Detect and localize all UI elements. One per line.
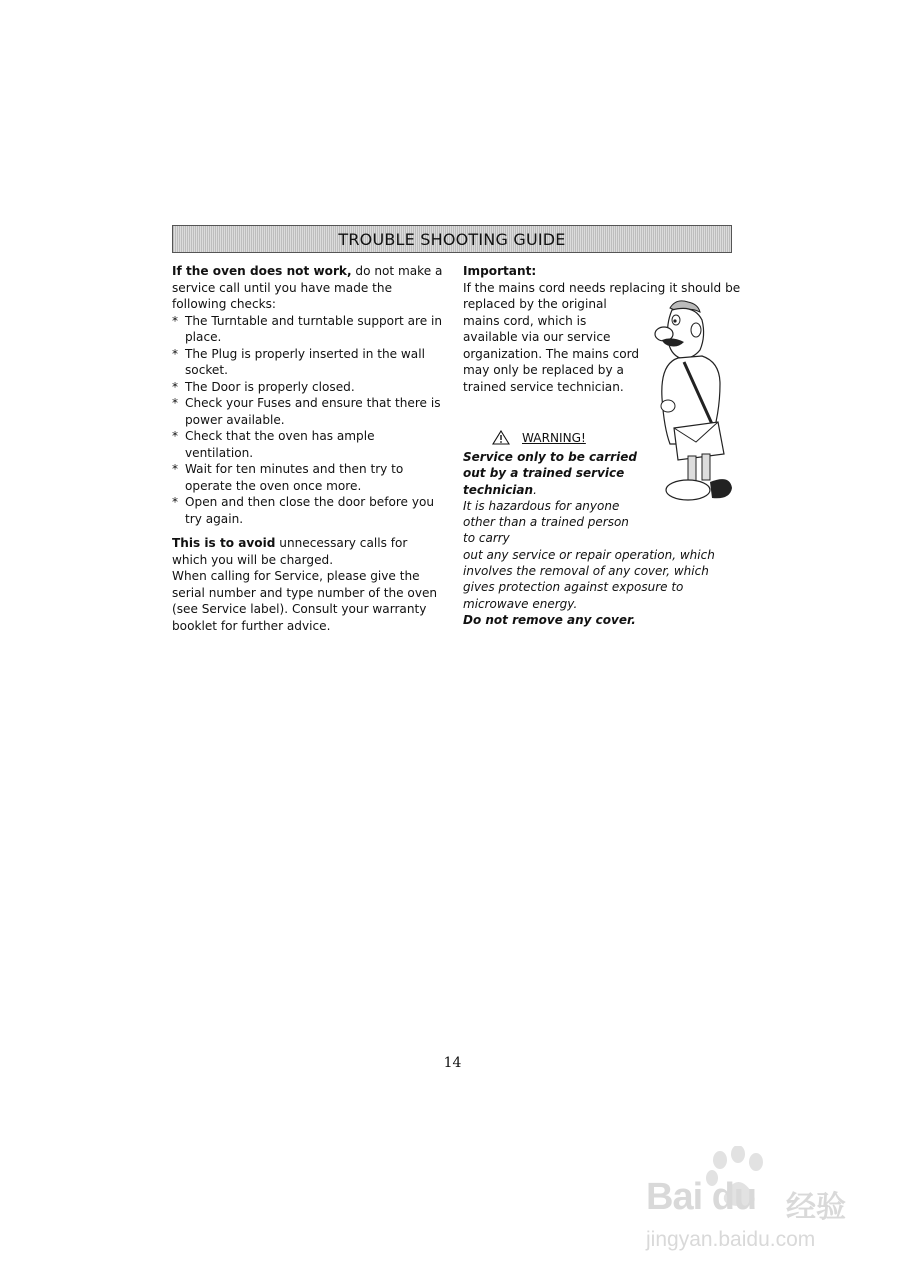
avoid-rest: unnecessary calls for which you will be charged.: [172, 536, 408, 567]
list-item: * Check that the oven has ample ventilation.: [172, 429, 375, 460]
warning-final: Do not remove any cover.: [463, 612, 636, 627]
list-item: * Open and then close the door before you try again.: [172, 495, 435, 526]
bullet: *: [172, 495, 179, 509]
watermark-cn: 经验: [786, 1191, 846, 1224]
bullet: *: [172, 313, 179, 328]
left-column: [172, 263, 444, 634]
important-paragraph: replaced by the original mains cord, which is available via our service organization. The mains cord may only be replaced by a trained service technician.: [463, 297, 640, 394]
bullet: *: [172, 346, 179, 361]
intro-paragraph: [172, 263, 444, 313]
checklist: [172, 313, 444, 528]
important-heading: Important:: [463, 264, 537, 278]
list-item: * Check your Fuses and ensure that there is power available.: [172, 396, 441, 427]
watermark: [640, 1146, 850, 1256]
warning-bold-end: .: [533, 482, 537, 497]
intro-bold: If the oven does not work,: [172, 264, 352, 278]
page-number: 14: [443, 1055, 462, 1071]
avoid-paragraph: [172, 535, 444, 568]
avoid-bold: This is to avoid: [172, 536, 276, 550]
page-title: TROUBLE SHOOTING GUIDE: [338, 229, 566, 249]
list-item: * Wait for ten minutes and then try to operate the oven once more.: [172, 462, 404, 493]
technician-illustration: [648, 296, 734, 514]
list-item: * The Turntable and turntable support are in place.: [172, 313, 443, 344]
watermark-url: jingyan.baidu.com: [646, 1228, 816, 1251]
bullet: *: [172, 379, 179, 394]
intro-rest: do not make a service call until you have made the following checks:: [172, 264, 443, 311]
important-line-1: If the mains cord needs replacing it should be: [463, 280, 741, 295]
warning-heading: [492, 430, 586, 445]
list-item: * The Plug is properly inserted in the wall socket.: [172, 346, 425, 377]
bullet: *: [172, 429, 179, 443]
list-item: * The Door is properly closed.: [172, 379, 355, 394]
warning-italic-b: out any service or repair operation, which involves the removal of any cover, which gives protection against exposure to microwave energy.: [463, 547, 715, 611]
warning-bold: Service only to be carried out by a trained service technician: [463, 450, 637, 497]
section-title-bar: [172, 225, 732, 253]
warning-label: WARNING!: [522, 430, 586, 445]
service-paragraph: When calling for Service, please give the serial number and type number of the oven (see Service label). Consult your warranty booklet for further advice.: [172, 569, 438, 633]
bullet: *: [172, 396, 179, 410]
bullet: *: [172, 462, 179, 476]
warning-italic-a: It is hazardous for anyone other than a trained person to carry: [463, 498, 629, 546]
watermark-brand: Bai du: [646, 1176, 757, 1218]
warning-triangle-icon: [492, 430, 510, 445]
